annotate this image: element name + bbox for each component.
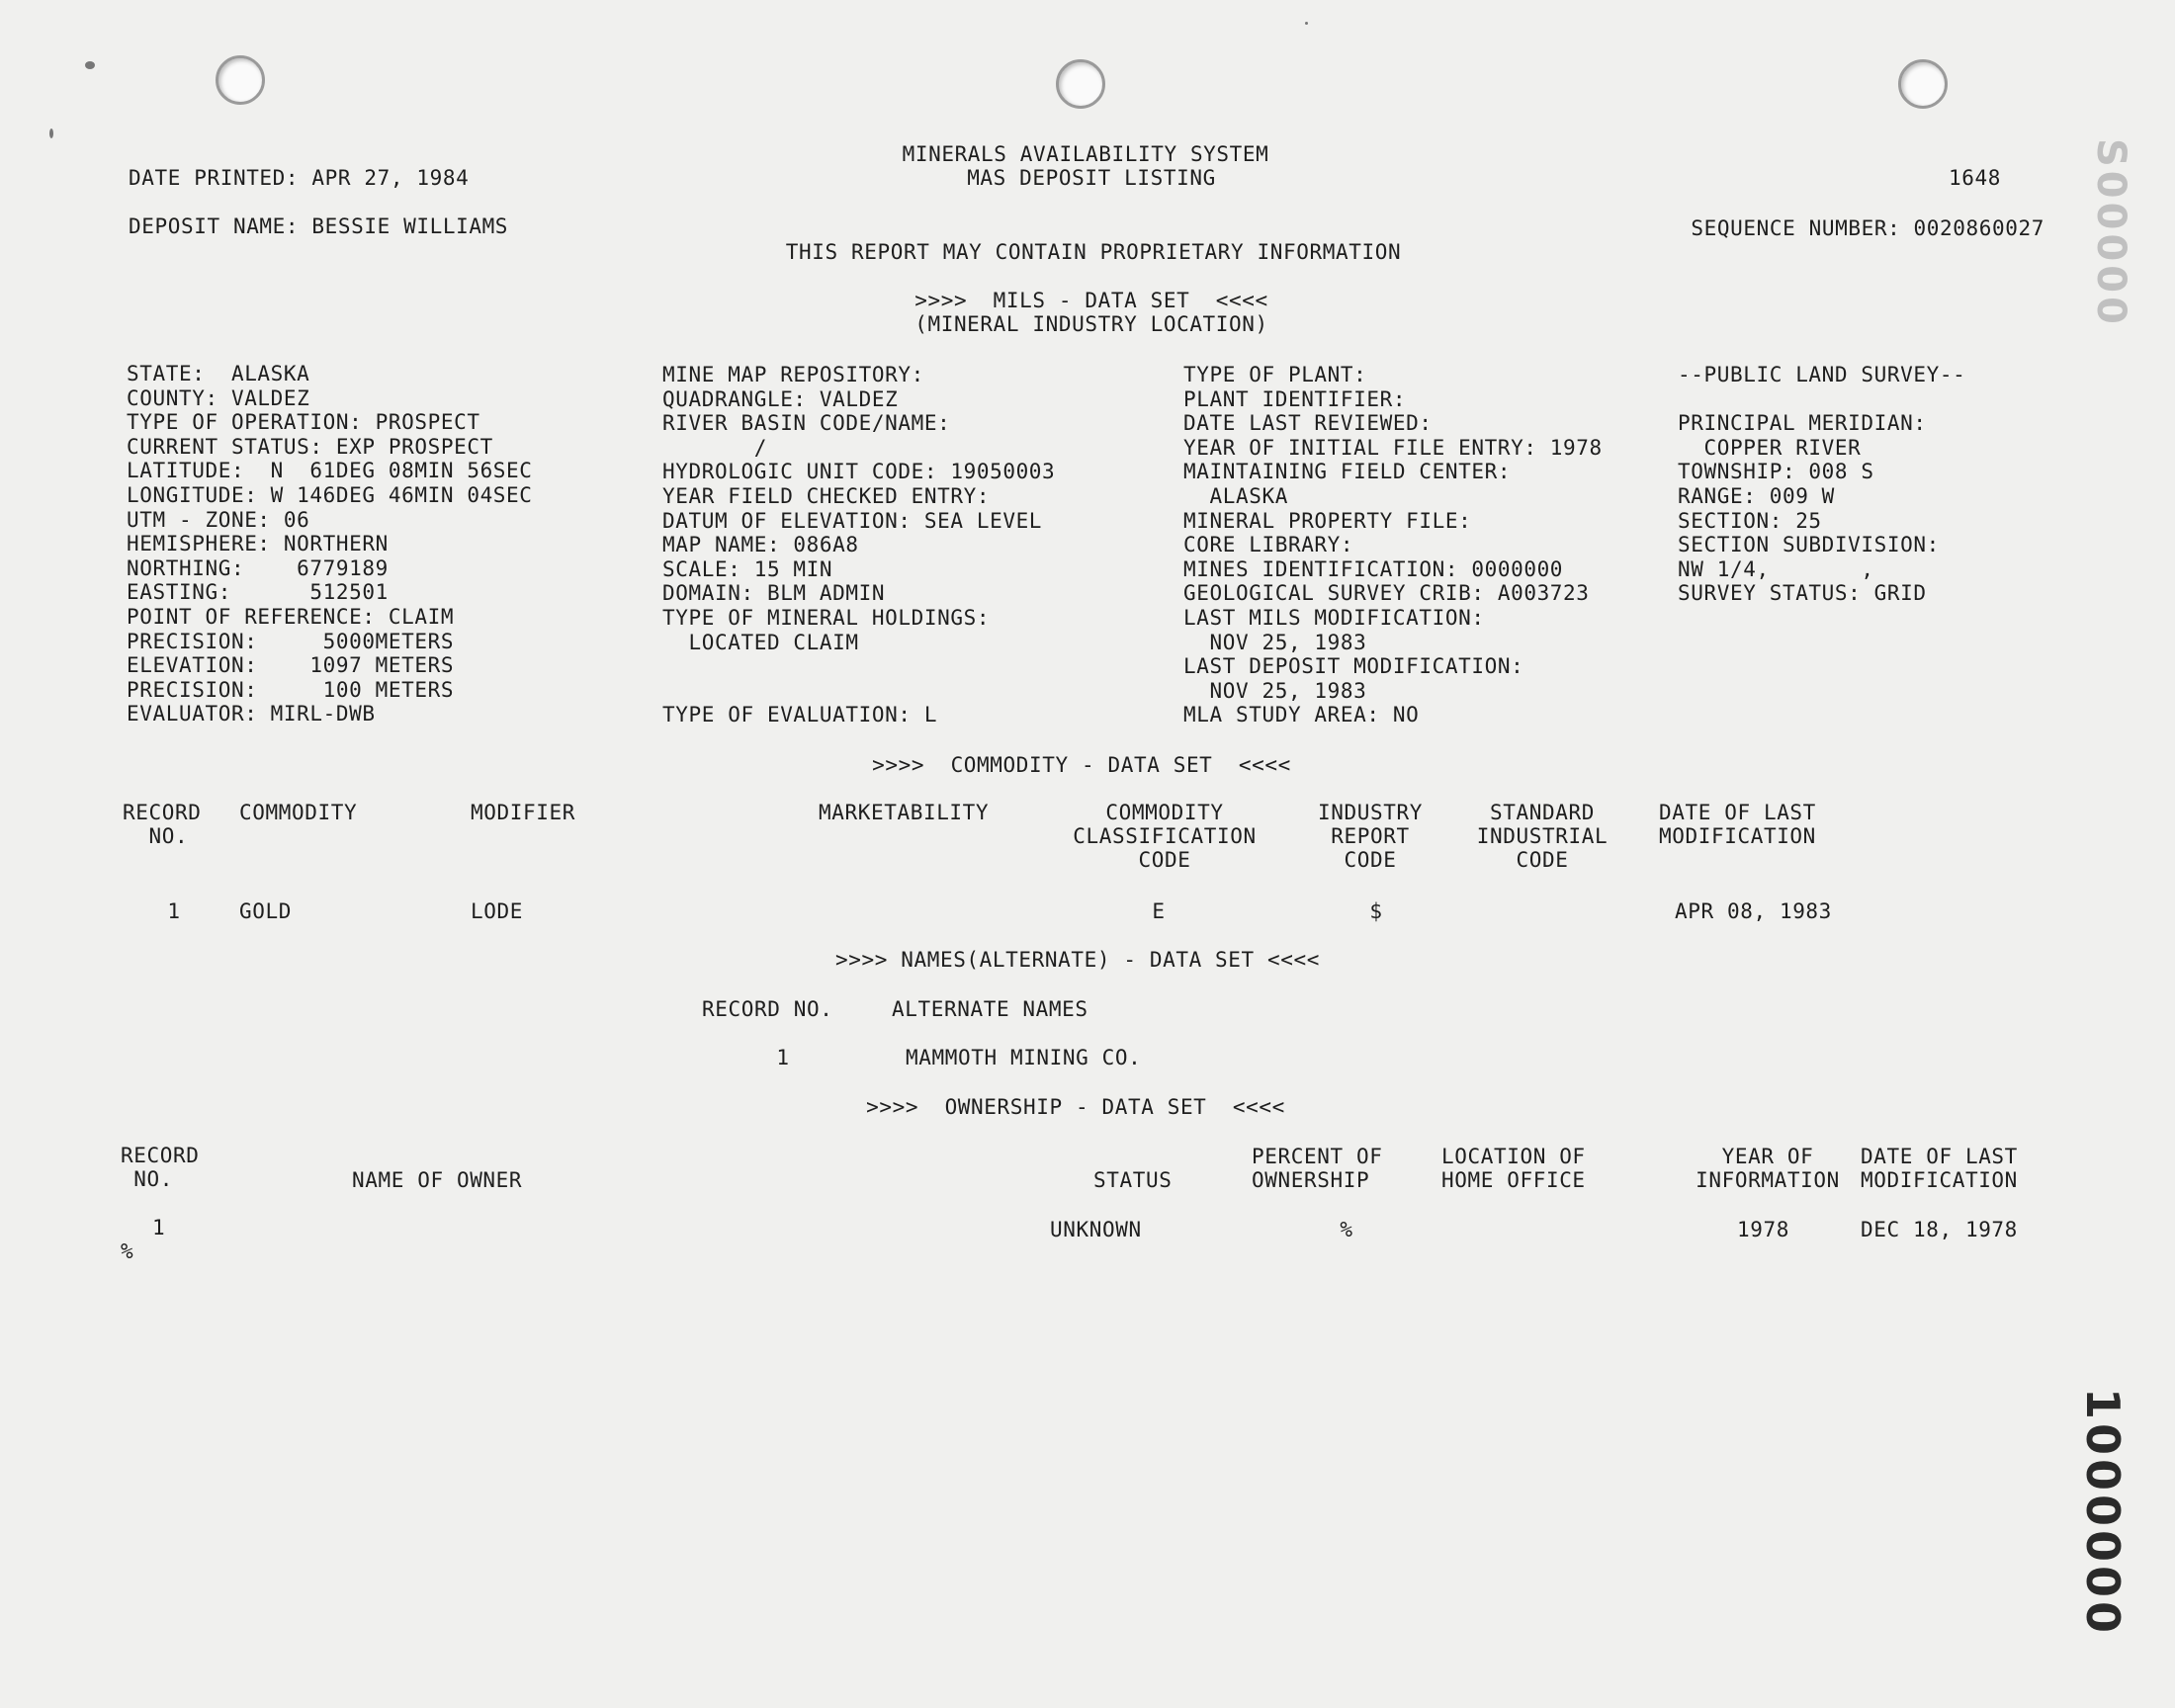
names-row-record: 1 xyxy=(776,1046,790,1069)
mils-field-line: ELEVATION: 1097 METERS xyxy=(127,653,455,678)
mils-field-line: EVALUATOR: MIRL-DWB xyxy=(127,702,376,726)
mils-field-line: PRECISION: 5000METERS xyxy=(127,629,455,653)
mils-field-line: NW 1/4, , xyxy=(1678,556,1874,581)
listing-title: MAS DEPOSIT LISTING xyxy=(967,166,1216,190)
commodity-header-record: RECORD NO. xyxy=(123,801,202,848)
mils-field-line: TYPE OF MINERAL HOLDINGS: xyxy=(662,606,991,630)
mils-field-line: MINES IDENTIFICATION: 0000000 xyxy=(1183,556,1564,581)
mils-field-line: MINE MAP REPOSITORY: xyxy=(662,363,924,386)
commodity-row-industry: $ xyxy=(1369,899,1383,923)
mils-field-line: SCALE: 15 MIN xyxy=(662,556,833,581)
proprietary-notice: THIS REPORT MAY CONTAIN PROPRIETARY INFORMATION xyxy=(785,240,1402,264)
mils-field-line: COUNTY: VALDEZ xyxy=(127,385,310,410)
mils-field-line: EASTING: 512501 xyxy=(127,580,389,605)
names-header-names: ALTERNATE NAMES xyxy=(892,997,1088,1021)
mils-field-line: HYDROLOGIC UNIT CODE: 19050003 xyxy=(662,460,1056,484)
mils-field-line: TOWNSHIP: 008 S xyxy=(1678,460,1874,484)
commodity-row-date: APR 08, 1983 xyxy=(1675,899,1832,923)
ownership-row-percent: % xyxy=(1340,1218,1353,1241)
commodity-header-sic: STANDARD INDUSTRIAL CODE xyxy=(1476,801,1609,872)
mils-field-line: YEAR OF INITIAL FILE ENTRY: 1978 xyxy=(1183,435,1603,460)
mils-field-line: MAP NAME: 086A8 xyxy=(662,533,859,557)
punch-hole-right xyxy=(1898,59,1948,109)
ownership-header-year: YEAR OF INFORMATION xyxy=(1696,1145,1840,1192)
system-title: MINERALS AVAILABILITY SYSTEM xyxy=(902,142,1269,166)
ownership-title: >>>> OWNERSHIP - DATA SET <<<< xyxy=(866,1095,1285,1119)
mils-field-line: LOCATED CLAIM xyxy=(662,630,859,654)
ownership-header-percent: PERCENT OF OWNERSHIP xyxy=(1252,1145,1383,1192)
ink-mark xyxy=(1305,22,1308,25)
deposit-name: DEPOSIT NAME: BESSIE WILLIAMS xyxy=(129,214,509,238)
punch-hole-left xyxy=(216,55,265,105)
ownership-row-status: UNKNOWN xyxy=(1050,1218,1142,1241)
mils-field-line: HEMISPHERE: NORTHERN xyxy=(127,532,389,556)
mils-field-line: SECTION: 25 xyxy=(1678,508,1822,533)
mils-field-line: RANGE: 009 W xyxy=(1678,484,1835,508)
punch-hole-center xyxy=(1056,59,1105,109)
commodity-header-commodity: COMMODITY xyxy=(239,801,358,824)
ownership-header-location: LOCATION OF HOME OFFICE xyxy=(1441,1145,1586,1192)
ownership-header-name: NAME OF OWNER xyxy=(352,1168,523,1192)
mils-field-line: CORE LIBRARY: xyxy=(1183,533,1354,557)
mils-field-line: MAINTAINING FIELD CENTER: xyxy=(1183,460,1512,484)
mils-field-line: RIVER BASIN CODE/NAME: xyxy=(662,411,951,436)
mils-field-line: POINT OF REFERENCE: CLAIM xyxy=(127,605,455,629)
date-printed: DATE PRINTED: APR 27, 1984 xyxy=(129,166,470,190)
mils-field-line: --PUBLIC LAND SURVEY-- xyxy=(1678,363,1966,386)
ownership-row-date: DEC 18, 1978 xyxy=(1861,1218,2018,1241)
mils-field-line: NOV 25, 1983 xyxy=(1183,678,1367,703)
ownership-header-record: RECORD NO. xyxy=(121,1144,200,1191)
commodity-row-commodity: GOLD xyxy=(239,899,292,923)
commodity-row-record: 1 xyxy=(167,899,181,923)
mils-title: >>>> MILS - DATA SET <<<< xyxy=(914,289,1268,312)
mils-field-line: LAST DEPOSIT MODIFICATION: xyxy=(1183,654,1524,679)
names-header-record: RECORD NO. xyxy=(702,997,833,1021)
commodity-header-marketability: MARKETABILITY xyxy=(819,801,990,824)
commodity-row-classification: E xyxy=(1152,899,1166,923)
mils-field-line: YEAR FIELD CHECKED ENTRY: xyxy=(662,484,991,508)
commodity-title: >>>> COMMODITY - DATA SET <<<< xyxy=(872,753,1291,777)
commodity-header-date: DATE OF LAST MODIFICATION xyxy=(1659,801,1816,848)
mils-field-line: COPPER RIVER xyxy=(1678,435,1862,460)
mils-field-line: LATITUDE: N 61DEG 08MIN 56SEC xyxy=(127,459,533,483)
mils-field-line: MINERAL PROPERTY FILE: xyxy=(1183,508,1472,533)
mils-field-line: NORTHING: 6779189 xyxy=(127,555,389,580)
names-row-name: MAMMOTH MINING CO. xyxy=(906,1046,1142,1069)
commodity-header-modifier: MODIFIER xyxy=(471,801,575,824)
mils-subtitle: (MINERAL INDUSTRY LOCATION) xyxy=(914,312,1268,336)
page-number: 1648 xyxy=(1949,166,2001,190)
mils-field-line: LONGITUDE: W 146DEG 46MIN 04SEC xyxy=(127,483,533,507)
mils-field-line: QUADRANGLE: VALDEZ xyxy=(662,386,899,411)
mils-field-line: UTM - ZONE: 06 xyxy=(127,507,310,532)
stamp-top-right: S00000 xyxy=(2088,138,2133,328)
mils-field-line: GEOLOGICAL SURVEY CRIB: A003723 xyxy=(1183,581,1590,606)
commodity-row-modifier: LODE xyxy=(471,899,523,923)
mils-field-line: MLA STUDY AREA: NO xyxy=(1183,703,1420,727)
ownership-header-status: STATUS xyxy=(1093,1168,1173,1192)
mils-field-line: TYPE OF PLANT: xyxy=(1183,363,1367,386)
mils-field-line: ALASKA xyxy=(1183,484,1288,508)
ink-mark xyxy=(49,128,53,138)
mils-field-line: LAST MILS MODIFICATION: xyxy=(1183,606,1485,630)
mils-field-line: TYPE OF EVALUATION: L xyxy=(662,703,938,727)
mils-field-line: PLANT IDENTIFIER: xyxy=(1183,386,1407,411)
stamp-bottom-right: 1000000 xyxy=(2076,1388,2130,1638)
mils-field-line: SURVEY STATUS: GRID xyxy=(1678,581,1927,606)
ownership-row-year: 1978 xyxy=(1737,1218,1789,1241)
mils-field-line: STATE: ALASKA xyxy=(127,362,310,385)
mils-field-line: DATUM OF ELEVATION: SEA LEVEL xyxy=(662,508,1043,533)
mils-field-line: / xyxy=(662,435,767,460)
mils-field-line: NOV 25, 1983 xyxy=(1183,630,1367,654)
sequence-number: SEQUENCE NUMBER: 0020860027 xyxy=(1691,216,2044,240)
ownership-row-record: 1 xyxy=(152,1216,166,1239)
ownership-header-date: DATE OF LAST MODIFICATION xyxy=(1861,1145,2018,1192)
mils-field-line: PRECISION: 100 METERS xyxy=(127,677,455,702)
names-title: >>>> NAMES(ALTERNATE) - DATA SET <<<< xyxy=(835,948,1320,972)
commodity-header-industry: INDUSTRY REPORT CODE xyxy=(1318,801,1423,872)
mils-field-line: PRINCIPAL MERIDIAN: xyxy=(1678,411,1927,436)
mils-field-line: DOMAIN: BLM ADMIN xyxy=(662,581,886,606)
ink-mark xyxy=(85,61,95,69)
mils-field-line: SECTION SUBDIVISION: xyxy=(1678,533,1940,557)
commodity-header-classification: COMMODITY CLASSIFICATION CODE xyxy=(1073,801,1257,872)
mils-field-line: TYPE OF OPERATION: PROSPECT xyxy=(127,410,480,435)
mils-field-line: CURRENT STATUS: EXP PROSPECT xyxy=(127,434,493,459)
ownership-row-extra: % xyxy=(121,1239,134,1263)
mils-field-line: DATE LAST REVIEWED: xyxy=(1183,411,1433,436)
